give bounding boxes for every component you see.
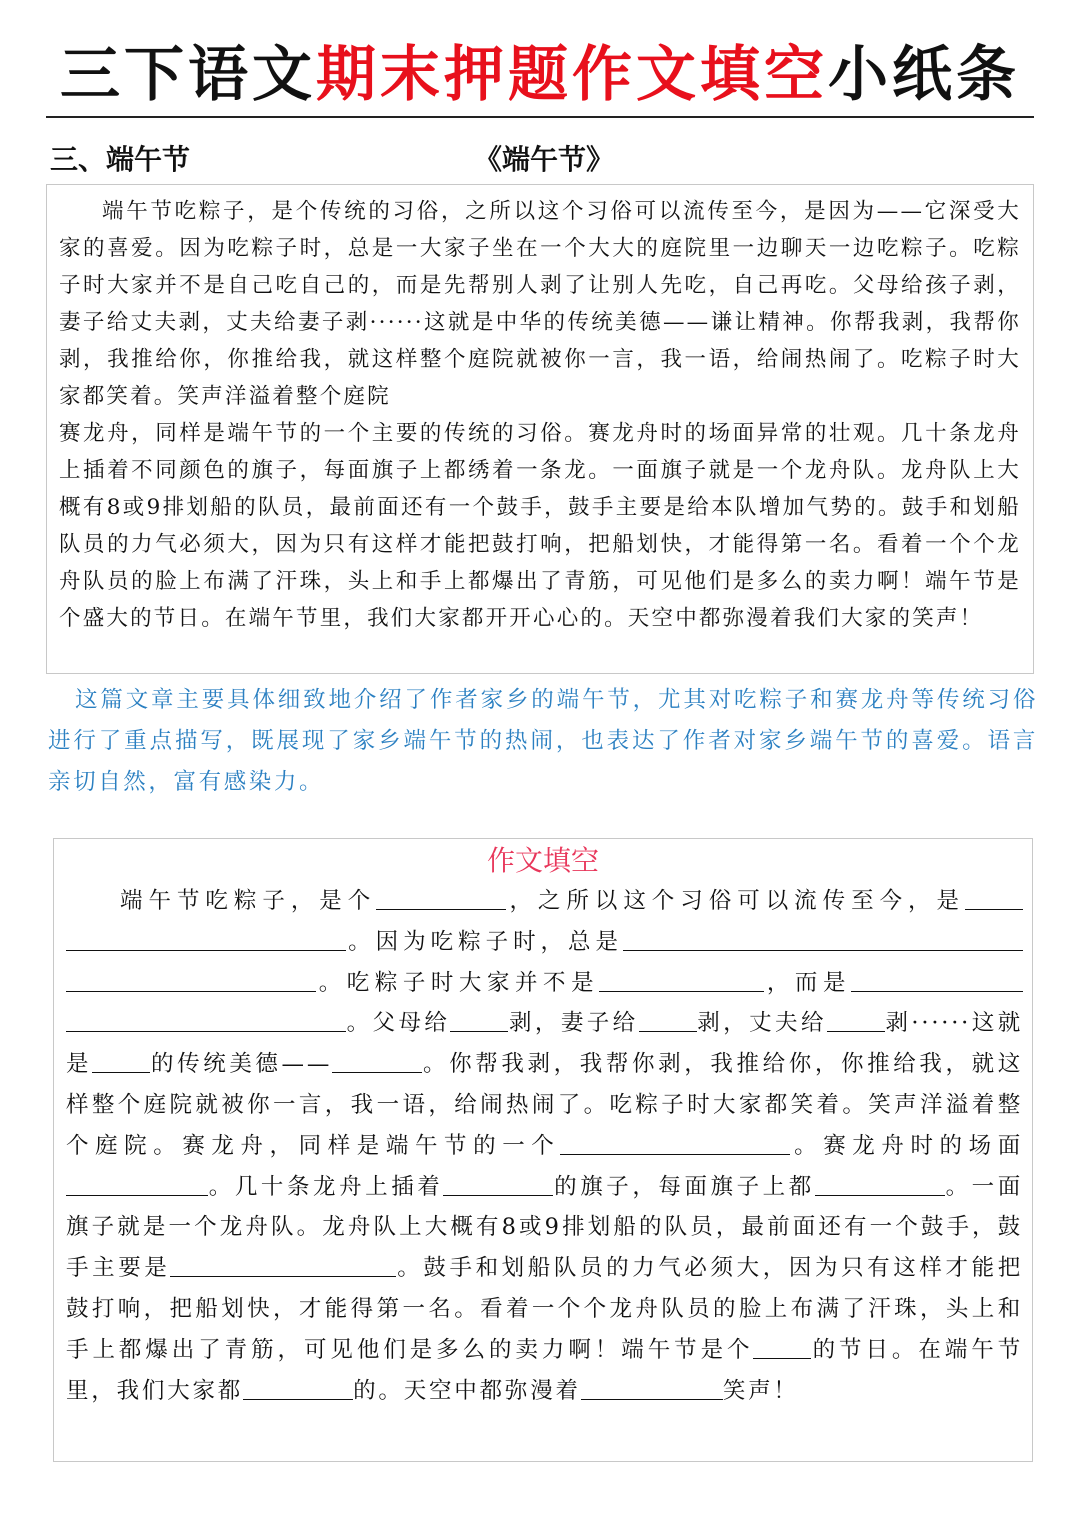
title-divider	[46, 116, 1034, 118]
answer-blank[interactable]	[66, 1172, 208, 1196]
answer-blank[interactable]	[623, 927, 1023, 951]
answer-blank[interactable]	[599, 968, 764, 992]
essay-paragraph-2: 赛龙舟，同样是端午节的一个主要的传统的习俗。赛龙舟时的场面异常的壮观。几十条龙舟上插着不同颜色的旗子，每面旗子上都绣着一条龙。一面旗子就是一个龙舟队。龙舟队上大概有8或9排划船的队员，最前面还有一个鼓手，鼓手主要是给本队增加气势的。鼓手和划船队员的力气必须大，因为只有这样才能把鼓打响，把船划快，才能得第一名。看着一个个龙舟队员的脸上布满了汗珠，头上和手上都爆出了青筋，可见他们是多么的卖力啊！端午节是个盛大的节日。在端午节里，我们大家都开开心心的。天空中都弥漫着我们大家的笑声！	[59, 421, 1021, 631]
fill-segment: 。赛龙舟时的场面	[790, 1132, 1023, 1159]
fill-segment: 的传统美德——	[150, 1051, 333, 1078]
answer-blank[interactable]	[443, 1172, 553, 1196]
page-title	[0, 30, 1080, 120]
answer-blank[interactable]	[66, 968, 316, 992]
essay-commentary: 这篇文章主要具体细致地介绍了作者家乡的端午节，尤其对吃粽子和赛龙舟等传统习俗进行了重点描写，既展现了家乡端午节的热闹，也表达了作者对家乡端午节的喜爱。语言亲切自然，富有感染力。	[48, 687, 1038, 795]
title-red-part: 期末押题作文填空	[316, 40, 828, 110]
essay-box	[46, 184, 1034, 674]
fill-segment: 。鼓手和划船队员的力气必须大，因为只有这样才能把鼓打响，把船划快，才能得第一名。看着一个个龙舟队员的脸上布满了汗珠，头上和手上都爆出了青筋，可见他们是多么的卖力啊！端午节是个	[66, 1255, 1024, 1363]
fill-segment: 。一面旗子就是一个龙舟队。龙舟队上大概有8或9排划船的队员，最前面还有一个鼓手，鼓手主要是	[66, 1173, 1023, 1282]
fill-in-title: 作文填空	[486, 844, 599, 877]
answer-blank[interactable]	[753, 1335, 811, 1359]
fill-segment: 剥，妻子给	[508, 1010, 639, 1037]
title-black-part: 三下语文	[60, 40, 316, 110]
fill-segment: ，而是	[764, 969, 851, 996]
answer-blank[interactable]	[965, 887, 1023, 911]
answer-blank[interactable]	[170, 1254, 396, 1278]
fill-segment: 的节日。在端午节里，我们大家都	[66, 1336, 1023, 1404]
section-heading: 三、端午节	[50, 143, 191, 176]
fill-segment: ，之所以这个习俗可以流传至今，是	[506, 888, 965, 914]
answer-blank[interactable]	[560, 1131, 732, 1155]
title-black-part-end: 小纸条	[828, 40, 1020, 110]
fill-segment: 。几十条龙舟上插着	[208, 1173, 444, 1200]
answer-blank[interactable]	[581, 1376, 723, 1400]
fill-segment: 。因为吃粽子时，总是	[346, 928, 623, 955]
answer-blank[interactable]	[450, 1009, 508, 1033]
essay-paragraph-1: 端午节吃粽子，是个传统的习俗，之所以这个习俗可以流传至今，是因为——它深受大家的喜爱。因为吃粽子时，总是一大家子坐在一个大大的庭院里一边聊天一边吃粽子。吃粽子时大家并不是自己吃自己的，而是先帮别人剥了让别人先吃，自己再吃。父母给孩子剥，妻子给丈夫剥，丈夫给妻子剥······这就是中华的传统美德——谦让精神。你帮我剥，我帮你剥，我推给你，你推给我，就这样整个庭院就被你一言，我一语，给闹热闹了。吃粽子时大家都笑着。笑声洋溢着整个庭院	[59, 199, 1021, 409]
fill-segment: 剥，丈夫给	[696, 1010, 827, 1037]
answer-blank[interactable]	[827, 1009, 885, 1033]
answer-blank[interactable]	[815, 1172, 945, 1196]
answer-blank[interactable]	[92, 1050, 150, 1074]
fill-segment: 的。天空中都弥漫着	[353, 1377, 581, 1404]
answer-blank[interactable]	[851, 968, 1023, 992]
fill-segment: 的旗子，每面旗子上都	[553, 1173, 815, 1200]
fill-segment: 。你帮我剥，我帮你剥，我推给你，你推给我，就这样整个庭院就被你一言，我一语，给闹热闹了。吃粽子时大家都笑着。笑声洋溢着整个庭院。赛龙舟，同样是端午节的一个	[66, 1051, 1023, 1159]
fill-in-text	[66, 881, 1023, 1411]
essay-title: 《端午节》	[474, 143, 615, 176]
fill-segment: 。吃粽子时大家并不是	[316, 969, 600, 996]
fill-segment: 笑声！	[722, 1377, 799, 1404]
answer-blank[interactable]	[639, 1009, 697, 1033]
answer-blank[interactable]	[376, 887, 506, 911]
answer-blank[interactable]	[332, 1050, 422, 1074]
answer-blank[interactable]	[732, 1131, 790, 1155]
fill-segment: 端午节吃粽子，是个	[120, 888, 377, 914]
answer-blank[interactable]	[66, 1009, 346, 1033]
fill-segment: 剥······这就是	[66, 1010, 1023, 1078]
answer-blank[interactable]	[243, 1376, 353, 1400]
fill-in-box	[53, 838, 1033, 1462]
answer-blank[interactable]	[66, 927, 346, 951]
fill-segment: 。父母给	[346, 1010, 451, 1037]
